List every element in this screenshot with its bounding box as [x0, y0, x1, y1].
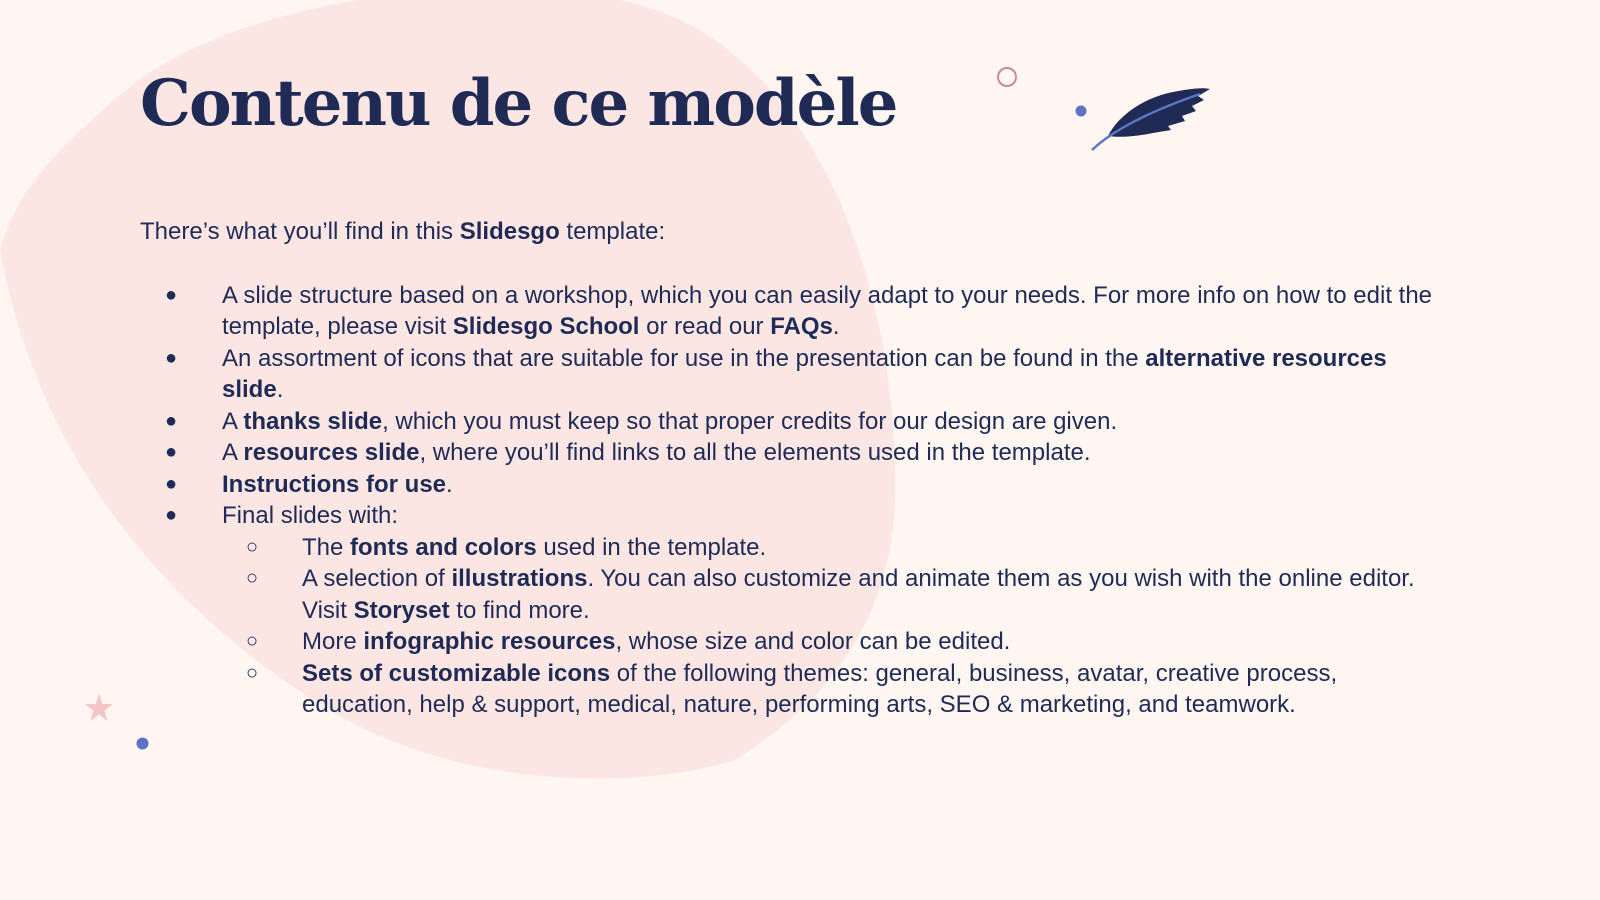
- content-body: [140, 216, 1440, 721]
- list-item: ● A thanks slide, which you must keep so that proper credits for our design are given.: [140, 406, 1440, 438]
- sub-list-item: ○ The fonts and colors used in the template.: [222, 532, 1440, 564]
- list-item: ● An assortment of icons that are suitable for use in the presentation can be found in the alternative resources slide.: [140, 343, 1440, 406]
- dot-icon: [136, 737, 149, 750]
- sub-list-item: ○ A selection of illustrations. You can also customize and animate them as you wish with the online editor. Visit Storyset to find more.: [222, 563, 1440, 626]
- sub-list: [222, 532, 1440, 721]
- sub-list-item: ○ More infographic resources, whose size and color can be edited.: [222, 626, 1440, 658]
- list-item: ● A resources slide, where you’ll find links to all the elements used in the template.: [140, 437, 1440, 469]
- feather-icon: [1088, 84, 1214, 154]
- star-icon: [84, 693, 114, 723]
- list-item: ● A slide structure based on a workshop, which you can easily adapt to your needs. For more info on how to edit the template, please visit Slidesgo School or read our FAQs.: [140, 280, 1440, 343]
- sub-list-item: ○ Sets of customizable icons of the following themes: general, business, avatar, creative process, education, help & support, medical, nature, performing arts, SEO & marketing, and teamwork.: [222, 658, 1440, 721]
- dot-icon: [1075, 105, 1087, 117]
- list-item: ● Final slides with: ○ The fonts and colors used in the template. ○ A selection of illustrations. You can also customize and animate them as you wish with the online editor. Visit Storyset to find more. ○ More infographic resources, whose size and color can be edited. ○ Sets of customizable icons of the following themes: general, business, avatar, creative process, education, help & support, medical, nature, performing arts, SEO & marketing, and teamwork.: [140, 500, 1440, 721]
- ring-icon: [996, 66, 1018, 88]
- intro-text: There’s what you’ll find in this Slidesgo template:: [140, 218, 666, 245]
- page-title: Contenu de ce modèle: [140, 66, 897, 141]
- list-item: ● Instructions for use.: [140, 469, 1440, 501]
- bullet-list: [140, 280, 1440, 721]
